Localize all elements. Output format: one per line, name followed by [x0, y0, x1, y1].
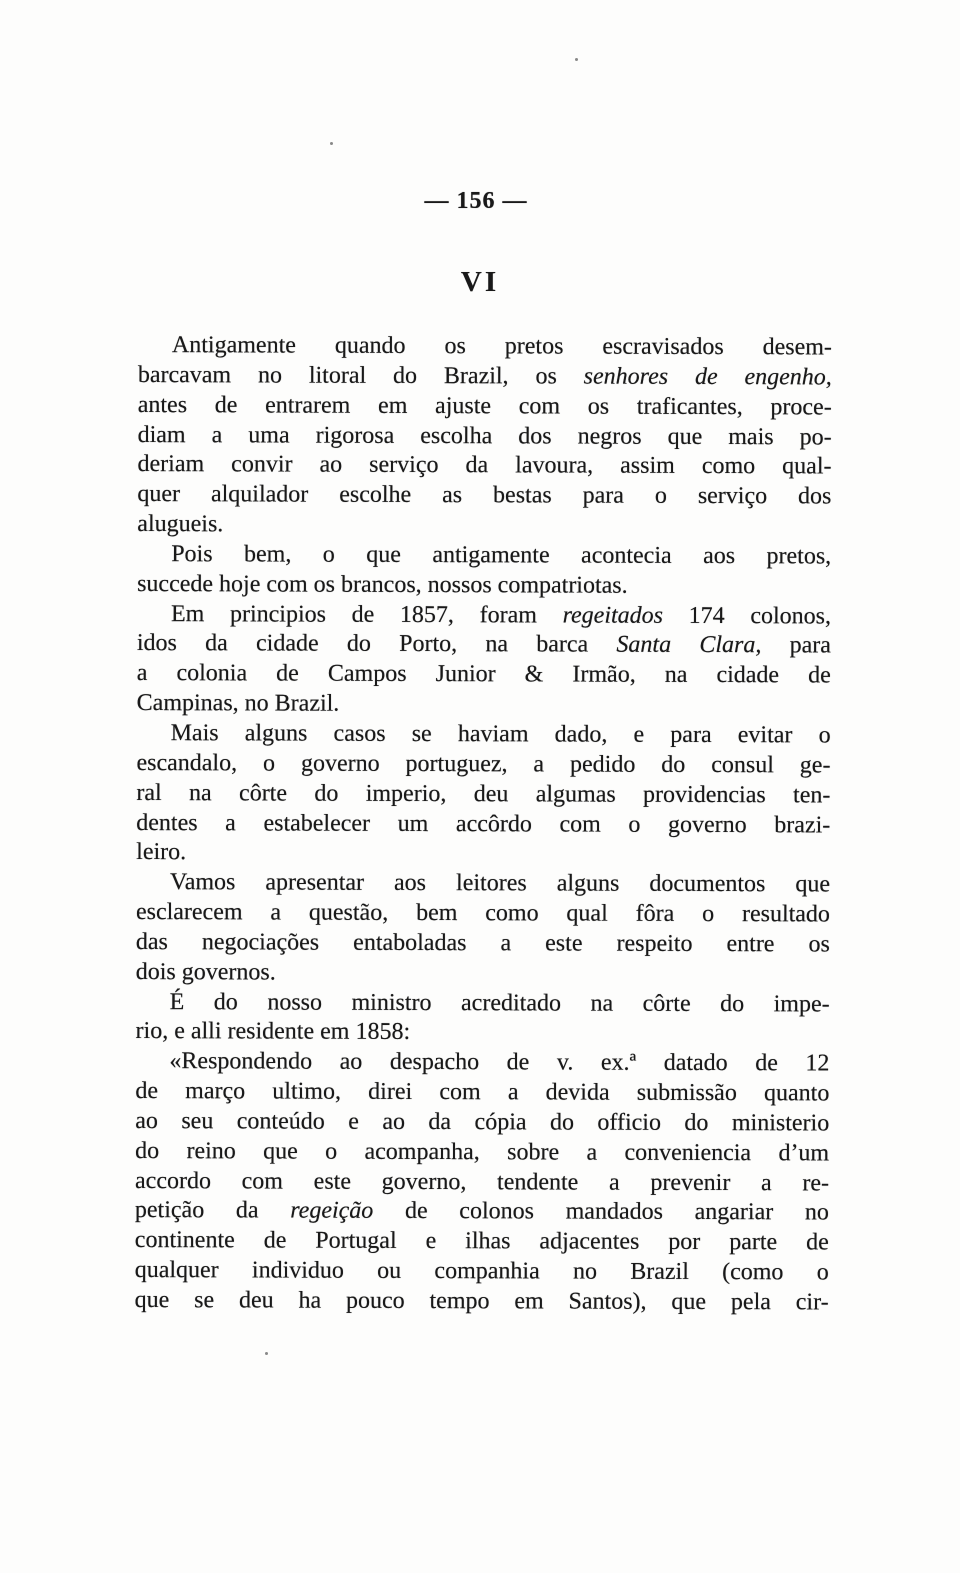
text-line: [138, 331, 832, 363]
text-segment: dentes a estabelecer um accôrdo com o governo brazi-: [136, 809, 831, 838]
text-segment: barcavam no litoral do Brazil, os: [137, 361, 584, 390]
text-segment: Vamos apresentar aos leitores alguns documentos que: [170, 869, 831, 898]
text-segment: quer alquilador escolhe as bestas para o serviço dos: [137, 481, 832, 510]
paragraph: [137, 331, 832, 542]
scan-speck: [330, 142, 333, 145]
text-segment: Mais alguns casos se haviam dado, e para evitar o: [170, 720, 831, 749]
text-segment: do reino que o acompanha, sobre a conveniencia d’um: [135, 1137, 830, 1167]
paragraph: [136, 719, 831, 871]
text-line: [137, 689, 831, 721]
text-line: [135, 1167, 829, 1199]
text-line: [135, 1077, 829, 1109]
text-line: [136, 928, 830, 960]
text-line: [135, 1107, 829, 1139]
text-segment: «Respondendo ao despacho de v. ex.ª datado de 12: [169, 1048, 830, 1077]
text-line: [136, 898, 830, 930]
text-segment: É do nosso ministro acreditado na côrte do impe-: [169, 988, 830, 1017]
text-segment: escandalo, o governo portuguez, a pedido do consul ge-: [136, 749, 831, 779]
text-segment: a colonia de Campos Junior & Irmão, na cidade de: [136, 660, 831, 689]
italic-text: regeição: [290, 1198, 374, 1225]
text-segment: alugueis.: [137, 511, 224, 538]
text-line: [135, 1286, 829, 1318]
text-segment: para: [761, 632, 831, 659]
text-line: [135, 1047, 829, 1079]
text-segment: que se deu ha pouco tempo em Santos), que pela cir-: [134, 1286, 829, 1316]
text-line: [137, 629, 831, 661]
text-segment: antes de entrarem em ajuste com os traficantes, proce-: [137, 391, 832, 421]
text-line: [136, 838, 830, 870]
text-segment: petição da: [134, 1197, 291, 1225]
text-line: [137, 600, 831, 632]
text-line: [138, 361, 832, 393]
text-segment: de março ultimo, direi com a devida submissão quanto: [135, 1078, 830, 1107]
page-number: — 156 —: [424, 188, 528, 214]
text-segment: Antigamente quando os pretos escravisados desem-: [171, 332, 832, 361]
text-line: [136, 958, 830, 990]
text-segment: das negociações entaboladas a este respeito entre os: [135, 928, 830, 958]
text-line: [138, 391, 832, 423]
text-segment: diam a uma rigorosa escolha dos negros que mais po-: [137, 421, 832, 450]
paragraph: [136, 868, 830, 990]
paragraph: [135, 1047, 830, 1318]
italic-text: Santa Clara,: [616, 632, 762, 659]
text-segment: 174 colonos,: [662, 602, 832, 630]
text-line: [136, 808, 830, 840]
text-line: [137, 510, 831, 542]
text-line: [137, 480, 831, 512]
text-segment: continente de Portugal e ilhas adjacentes por parte de: [134, 1227, 829, 1256]
text-segment: qualquer individuo ou companhia no Brazil (como o: [134, 1257, 829, 1286]
text-segment: deriam convir ao serviço da lavoura, assim como qual-: [137, 451, 832, 480]
text-segment: Pois bem, o que antigamente acontecia aos pretos,: [171, 541, 832, 570]
text-segment: accordo com este governo, tendente a prevenir a re-: [134, 1167, 830, 1197]
scan-speck: [265, 1352, 268, 1355]
text-segment: dois governos.: [135, 958, 276, 986]
text-segment: succede hoje com os brancos, nossos compatriotas.: [137, 570, 628, 599]
paragraph: [137, 540, 831, 602]
text-line: [135, 1226, 829, 1258]
text-segment: de colonos mandados angariar no: [373, 1198, 829, 1226]
text-segment: Campinas, no Brazil.: [136, 690, 340, 717]
text-line: [138, 421, 832, 453]
text-segment: ral na côrte do imperio, deu algumas providencias ten-: [136, 779, 831, 809]
paragraph: [135, 988, 829, 1050]
italic-text: regeitados: [562, 602, 664, 629]
scan-speck: [575, 58, 578, 61]
text-line: [135, 1017, 829, 1049]
text-segment: rio, e alli residente em 1858:: [135, 1018, 411, 1046]
section-heading: VI: [460, 266, 500, 298]
text-line: [136, 749, 830, 781]
text-line: [135, 1137, 829, 1169]
page-body: [135, 331, 832, 1318]
text-segment: ao seu conteúdo e ao da cópia do officio do ministerio: [135, 1107, 830, 1137]
text-line: [136, 868, 830, 900]
text-line: [135, 1256, 829, 1288]
text-segment: idos da cidade do Porto, na barca: [136, 630, 617, 659]
text-line: [137, 450, 831, 482]
italic-text: senhores de engenho,: [583, 363, 832, 391]
text-line: [137, 570, 831, 602]
paragraph: [137, 600, 831, 722]
text-line: [137, 540, 831, 572]
text-line: [135, 1196, 829, 1228]
text-segment: leiro.: [136, 839, 187, 866]
text-segment: esclarecem a questão, bem como qual fôra o resultado: [135, 899, 831, 928]
text-line: [137, 719, 831, 751]
text-line: [136, 988, 830, 1020]
text-line: [137, 659, 831, 691]
text-segment: Em principios de 1857, foram: [170, 600, 563, 629]
text-line: [136, 779, 830, 811]
